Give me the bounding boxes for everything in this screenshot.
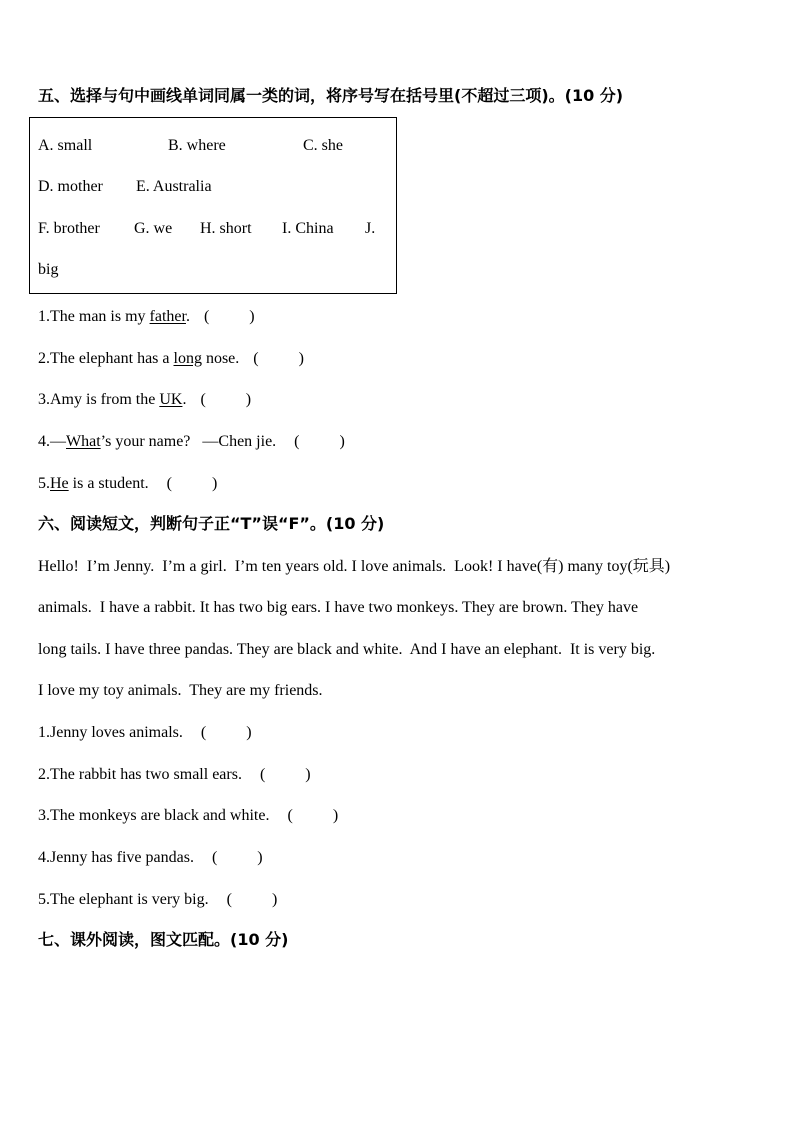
section-6-heading: 六、阅读短文，判断句子正“T”误“F”。(10 分) xyxy=(38,514,385,533)
underlined-word: father xyxy=(149,308,186,325)
question-5-1 xyxy=(38,307,255,327)
answer-blank[interactable]: ( ) xyxy=(200,724,252,741)
question-6-4 xyxy=(38,848,263,868)
underlined-word: UK xyxy=(159,391,183,408)
option-i: I. China xyxy=(282,220,334,237)
answer-blank[interactable]: ( ) xyxy=(294,433,345,450)
question-5-5 xyxy=(38,474,217,494)
option-h: H. short xyxy=(200,220,252,237)
answer-blank[interactable]: ( ) xyxy=(287,807,339,824)
option-d: D. mother xyxy=(38,178,103,195)
question-5-3 xyxy=(38,390,251,410)
question-6-1 xyxy=(38,723,252,743)
answer-blank[interactable]: ( ) xyxy=(166,475,218,492)
question-text: 4.— xyxy=(38,433,66,450)
option-b: B. where xyxy=(168,137,226,154)
question-text: 3.The monkeys are black and white. xyxy=(38,807,270,824)
answer-blank[interactable]: ( ) xyxy=(211,849,263,866)
options-box xyxy=(29,117,397,294)
underlined-word: He xyxy=(50,475,69,492)
question-text: 4.Jenny has five pandas. xyxy=(38,849,194,866)
underlined-word: long xyxy=(173,350,202,367)
question-6-3 xyxy=(38,806,338,826)
question-text: 1.Jenny loves animals. xyxy=(38,724,183,741)
answer-blank[interactable]: ( ) xyxy=(259,766,311,783)
question-text: . xyxy=(185,308,190,325)
answer-blank[interactable]: ( ) xyxy=(200,391,252,408)
option-j-label: J. xyxy=(365,220,376,237)
underlined-word: What xyxy=(66,433,101,450)
question-6-5 xyxy=(38,890,277,910)
option-e: E. Australia xyxy=(136,178,212,195)
option-f: F. brother xyxy=(38,220,100,237)
question-text: nose. xyxy=(201,350,240,367)
option-g: G. we xyxy=(134,220,173,237)
question-text: 5. xyxy=(38,475,50,492)
section-7-heading: 七、课外阅读，图文匹配。(10 分) xyxy=(38,930,289,949)
option-c: C. she xyxy=(303,137,343,154)
question-text: is a student. xyxy=(68,475,149,492)
passage-line-4: I love my toy animals. They are my friends. xyxy=(38,682,323,699)
question-text: . xyxy=(182,391,187,408)
question-text: 2.The elephant has a xyxy=(38,350,174,367)
question-text: 5.The elephant is very big. xyxy=(38,891,209,908)
answer-blank[interactable]: ( ) xyxy=(203,308,255,325)
option-a: A. small xyxy=(38,137,93,154)
question-text: 1.The man is my xyxy=(38,308,150,325)
question-6-2 xyxy=(38,765,311,785)
question-text: ’s your name? —Chen jie. xyxy=(100,433,277,450)
answer-blank[interactable]: ( ) xyxy=(253,350,304,367)
question-text: 2.The rabbit has two small ears. xyxy=(38,766,242,783)
passage-line-1: Hello! I’m Jenny. I’m a girl. I’m ten years old. I love animals. Look! I have(有) many toy(玩具) xyxy=(38,558,671,575)
question-text: 3.Amy is from the xyxy=(38,391,160,408)
option-j-word: big xyxy=(38,261,59,278)
passage-line-2: animals. I have a rabbit. It has two big ears. I have two monkeys. They are brown. They have xyxy=(38,599,639,616)
passage-line-3: long tails. I have three pandas. They are black and white. And I have an elephant. It is very big. xyxy=(38,641,656,658)
answer-blank[interactable]: ( ) xyxy=(226,891,278,908)
question-5-4 xyxy=(38,432,345,452)
section-5-heading: 五、选择与句中画线单词同属一类的词，将序号写在括号里(不超过三项)。(10 分) xyxy=(38,86,624,105)
question-5-2 xyxy=(38,349,304,369)
